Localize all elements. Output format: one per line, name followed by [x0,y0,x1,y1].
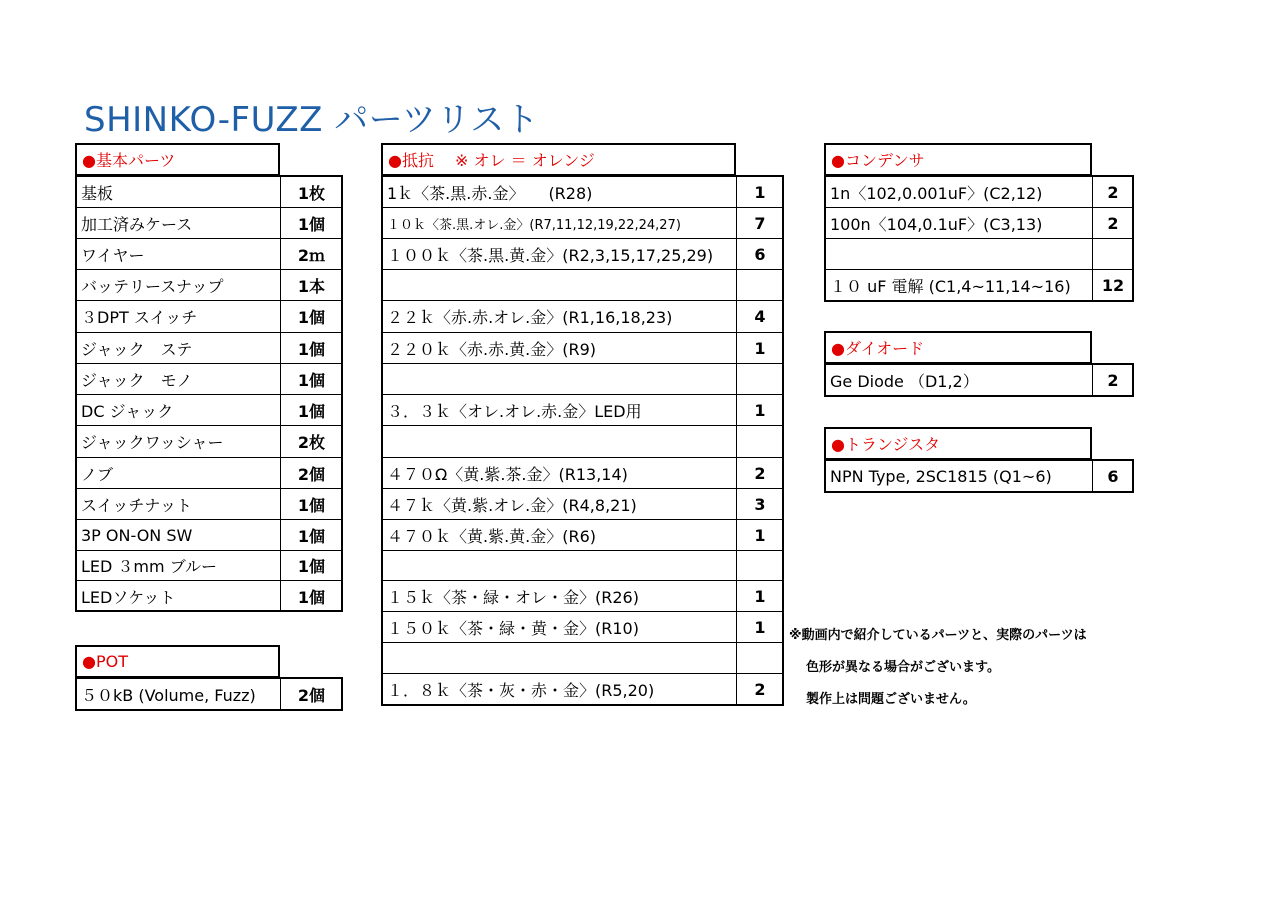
resistors-item-qty: 1 [736,176,784,208]
capacitors-row [824,207,1134,239]
resistors-row [381,300,784,333]
transistor-header-row [824,427,1092,460]
pot-header-row [75,645,280,678]
basic-row [75,207,343,239]
basic-item-qty: 1個 [280,332,343,364]
resistors-item-qty: 6 [736,238,784,270]
resistors-row [381,176,784,208]
basic-item-qty: 1枚 [280,176,343,208]
basic-item-qty: 1個 [280,488,343,520]
basic-row [75,425,343,458]
capacitors-item-qty: 2 [1092,176,1134,208]
resistors-row [381,332,784,364]
basic-row [75,488,343,520]
basic-item-name: DC ジャック [75,394,281,426]
basic-item-qty: 1個 [280,300,343,333]
resistors-item-qty [736,642,784,674]
note-line-3: 製作上は問題ございません。 [806,692,976,707]
note-line-2: 色形が異なる場合がございます。 [806,660,1000,675]
basic-item-qty: 1個 [280,207,343,239]
capacitor-header: ●コンデンサ [824,143,1092,176]
basic-item-qty: 2ｍ [280,238,343,270]
diode-item-name: Ge Diode （D1,2） [824,364,1093,397]
capacitors-row [824,238,1134,270]
resistors-item-name: １．８ｋ〈茶・灰・赤・金〉(R5,20) [381,673,737,706]
resistors-item-name: １５０ｋ〈茶・緑・黄・金〉(R10) [381,611,737,643]
resistors-row [381,519,784,551]
basic-row [75,176,343,208]
transistor-item-name: NPN Type, 2SC1815 (Q1~6) [824,460,1093,493]
resistors-item-name [381,269,737,301]
pot-table [75,645,343,711]
basic-row [75,550,343,581]
pot-header: ●POT [75,645,280,678]
capacitors-row [824,176,1134,208]
basic-item-name: ジャックワッシャー [75,425,281,458]
basic-row [75,580,343,612]
resistors-item-name: ４７０Ω〈黄.紫.茶.金〉(R13,14) [381,457,737,489]
resistors-item-name: 1ｋ〈茶.黒.赤.金〉 (R28) [381,176,737,208]
capacitors-item-name: １０ uF 電解 (C1,4~11,14~16) [824,269,1093,302]
resistors-row [381,269,784,301]
resistors-item-qty: 4 [736,300,784,333]
transistor-header: ●トランジスタ [824,427,1092,460]
basic-item-name: LED ３mm ブルー [75,550,281,581]
basic-item-name: ３DPT スイッチ [75,300,281,333]
resistors-row [381,394,784,426]
resistor-table [381,143,784,711]
diode-header: ●ダイオード [824,331,1092,364]
resistor-header-row [381,143,736,176]
resistors-row [381,207,784,239]
resistors-item-name [381,425,737,458]
basic-item-qty: 1本 [280,269,343,301]
resistors-item-qty [736,550,784,581]
transistor-item-qty: 6 [1092,460,1134,493]
resistors-row [381,642,784,674]
resistors-row [381,580,784,612]
basic-item-qty: 2個 [280,457,343,489]
resistors-item-qty: 2 [736,457,784,489]
basic-item-name: スイッチナット [75,488,281,520]
resistors-row [381,457,784,489]
basic-item-name: ジャック ステ [75,332,281,364]
basic-item-qty: 1個 [280,519,343,551]
basic-item-name: LEDソケット [75,580,281,612]
resistors-item-name: ２２ｋ〈赤.赤.オレ.金〉(R1,16,18,23) [381,300,737,333]
basic-row [75,269,343,301]
basic-item-name: 加工済みケース [75,207,281,239]
capacitor-header-row [824,143,1092,176]
basic-item-name: バッテリースナップ [75,269,281,301]
basic-item-name: 基板 [75,176,281,208]
resistors-item-name: １０ｋ〈茶.黒.オレ.金〉(R7,11,12,19,22,24,27) [381,207,737,239]
resistors-item-name [381,550,737,581]
resistors-item-name [381,363,737,395]
note-line-1: ※動画内で紹介しているパーツと、実際のパーツは [789,628,1087,643]
capacitors-item-qty: 2 [1092,207,1134,239]
basic-item-name: ワイヤー [75,238,281,270]
resistors-row [381,425,784,458]
resistors-row [381,363,784,395]
resistors-item-name: ４７０ｋ〈黄.紫.黄.金〉(R6) [381,519,737,551]
resistors-item-name: ３．３ｋ〈オレ.オレ.赤.金〉LED用 [381,394,737,426]
page-title: SHINKO-FUZZ パーツリスト [84,100,540,140]
diode-table [824,331,1134,396]
basic-row [75,394,343,426]
resistor-header: ●抵抗 ※ オレ ＝ オレンジ [381,143,736,176]
resistors-item-qty: 7 [736,207,784,239]
resistors-item-qty: 1 [736,580,784,612]
resistors-item-qty: 1 [736,611,784,643]
resistors-item-name [381,642,737,674]
resistors-item-qty [736,363,784,395]
resistors-item-name: ４７ｋ〈黄.紫.オレ.金〉(R4,8,21) [381,488,737,520]
resistors-row [381,488,784,520]
transistor-row [824,460,1134,493]
diode-header-row [824,331,1092,364]
basic-item-qty: 2枚 [280,425,343,458]
basic-item-qty: 1個 [280,363,343,395]
basic-item-name: ノブ [75,457,281,489]
capacitors-item-name: 1n〈102,0.001uF〉(C2,12) [824,176,1093,208]
pot-row [75,678,343,711]
resistors-item-name: １００ｋ〈茶.黒.黄.金〉(R2,3,15,17,25,29) [381,238,737,270]
capacitors-item-qty [1092,238,1134,270]
resistors-row [381,611,784,643]
capacitors-row [824,269,1134,302]
diode-row [824,364,1134,397]
resistors-item-qty: 3 [736,488,784,520]
basic-row [75,332,343,364]
diode-item-qty: 2 [1092,364,1134,397]
resistors-item-name: ２２０ｋ〈赤.赤.黄.金〉(R9) [381,332,737,364]
basic-row [75,363,343,395]
basic-item-name: 3P ON-ON SW [75,519,281,551]
capacitor-table [824,143,1134,300]
capacitors-item-name: 100n〈104,0.1uF〉(C3,13) [824,207,1093,239]
basic-item-qty: 1個 [280,580,343,612]
basic-row [75,300,343,333]
transistor-table [824,427,1134,492]
pot-item-qty: 2個 [280,678,343,711]
basic-parts-header-row [75,143,280,176]
resistors-item-qty: 1 [736,332,784,364]
basic-item-qty: 1個 [280,394,343,426]
basic-row [75,238,343,270]
resistors-item-name: １５ｋ〈茶・緑・オレ・金〉(R26) [381,580,737,612]
resistors-item-qty [736,425,784,458]
basic-item-qty: 1個 [280,550,343,581]
resistors-row [381,673,784,706]
basic-item-name: ジャック モノ [75,363,281,395]
basic-row [75,519,343,551]
resistors-item-qty: 2 [736,673,784,706]
basic-parts-header: ●基本パーツ [75,143,280,176]
resistors-row [381,550,784,581]
resistors-row [381,238,784,270]
resistors-item-qty [736,269,784,301]
resistors-item-qty: 1 [736,519,784,551]
capacitors-item-name [824,238,1093,270]
resistors-item-qty: 1 [736,394,784,426]
basic-parts-table [75,143,343,615]
pot-item-name: ５０kB (Volume, Fuzz) [75,678,281,711]
capacitors-item-qty: 12 [1092,269,1134,302]
basic-row [75,457,343,489]
